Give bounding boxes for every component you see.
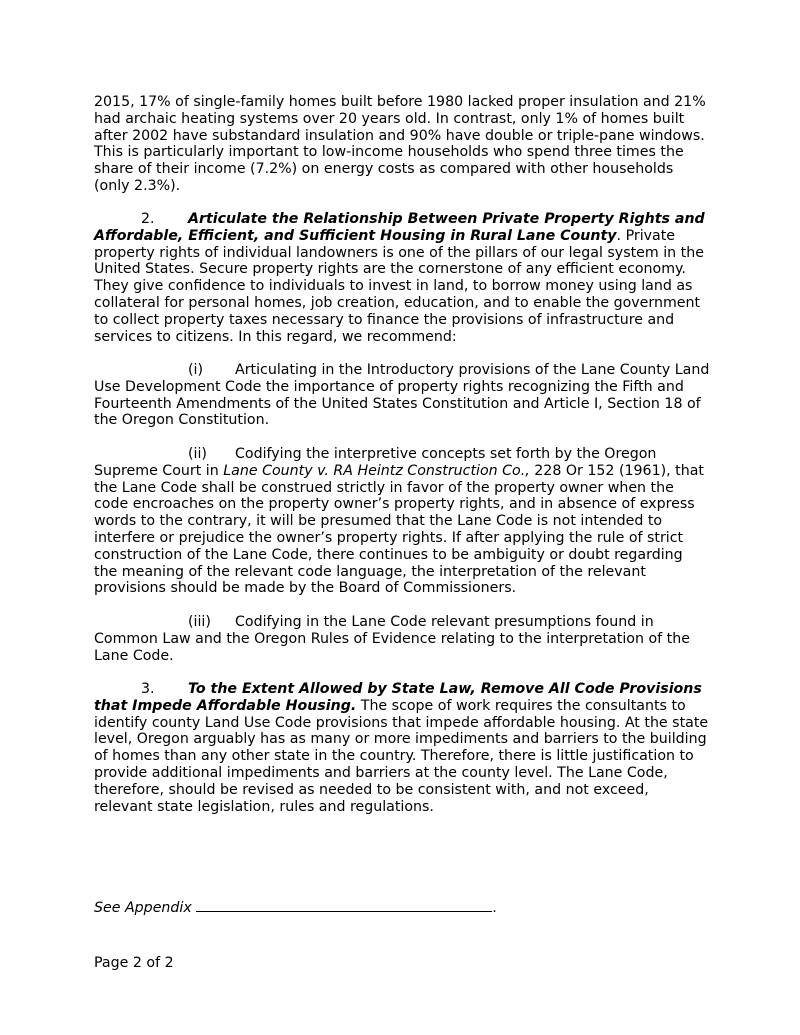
section-2 bbox=[94, 211, 710, 345]
item-ii-text-before: Codifying the interpretive concepts set forth by the Oregon Supreme Court in bbox=[94, 446, 657, 479]
section-3 bbox=[94, 681, 710, 815]
item-ii-label: (ii) bbox=[188, 446, 207, 462]
appendix-blank-line bbox=[196, 898, 492, 912]
section-2-heading-end: . bbox=[616, 227, 622, 244]
intro-paragraph: 2015, 17% of single-family homes built before 1980 lacked proper insulation and 21% had archaic heating systems over 20 years old. In contrast, only 1% of homes built after 2002 have substandard insulation and 90% have double or triple-pane windows. This is particularly important to low-income households who spend three times the share of their income (7.2%) on energy costs as compared with other households (only 2.3%). bbox=[94, 94, 706, 194]
appendix-label: See Appendix bbox=[94, 900, 192, 916]
item-ii bbox=[94, 446, 710, 597]
section-3-body: The scope of work requires the consultants to identify county Land Use Code provisions that impede affordable housing. At the state level, Oregon arguably has as many or more impediments and barriers to the building of homes than any other state in the country. Therefore, there is little justification to provide additional impediments and barriers at the county level. The Lane Code, therefore, should be revised as needed to be consistent with, and not exceed, relevant state legislation, rules and regulations. bbox=[94, 697, 709, 815]
item-ii-case-name: Lane County v. RA Heintz Construction Co., bbox=[223, 462, 530, 479]
appendix-line bbox=[94, 898, 710, 917]
section-2-heading: Articulate the Relationship Between Private Property Rights and Affordable, Efficient, and Sufficient Housing in Rural Lane County bbox=[94, 211, 705, 244]
section-3-heading: To the Extent Allowed by State Law, Remove All Code Provisions that Impede Affordable Housing. bbox=[94, 681, 702, 714]
item-i bbox=[94, 362, 710, 429]
item-iii-label: (iii) bbox=[188, 614, 211, 630]
item-i-label: (i) bbox=[188, 362, 204, 378]
page-number: Page 2 of 2 bbox=[94, 955, 174, 971]
section-2-body: Private property rights of individual landowners is one of the pillars of our legal system in the United States. Secure property rights are the cornerstone of any efficient economy. They give confidence to individuals to invest in land, to borrow money using land as collateral for personal homes, job creation, education, and to enable the government to collect property taxes necessary to finance the provisions of infrastructure and services to citizens. In this regard, we recommend: bbox=[94, 227, 704, 345]
item-i-text: Articulating in the Introductory provisions of the Lane County Land Use Development Code the importance of property rights recognizing the Fifth and Fourteenth Amendments of the United States Constitution and Article I, Section 18 of the Oregon Constitution. bbox=[94, 362, 710, 429]
section-2-number: 2. bbox=[141, 211, 155, 227]
item-iii bbox=[94, 614, 710, 664]
section-3-number: 3. bbox=[141, 681, 155, 697]
appendix-end: . bbox=[492, 900, 497, 916]
item-iii-text: Codifying in the Lane Code relevant presumptions found in Common Law and the Oregon Rules of Evidence relating to the interpretation of the Lane Code. bbox=[94, 614, 690, 664]
item-ii-text-after: 228 Or 152 (1961), that the Lane Code shall be construed strictly in favor of the property owner when the code encroaches on the property owner’s property rights, and in absence of express words to the contrary, it will be presumed that the Lane Code is not intended to interfere or prejudice the owner’s property rights. If after applying the rule of strict construction of the Lane Code, there continues to be ambiguity or doubt regarding the meaning of the relevant code language, the interpretation of the relevant provisions should be made by the Board of Commissioners. bbox=[94, 462, 704, 597]
